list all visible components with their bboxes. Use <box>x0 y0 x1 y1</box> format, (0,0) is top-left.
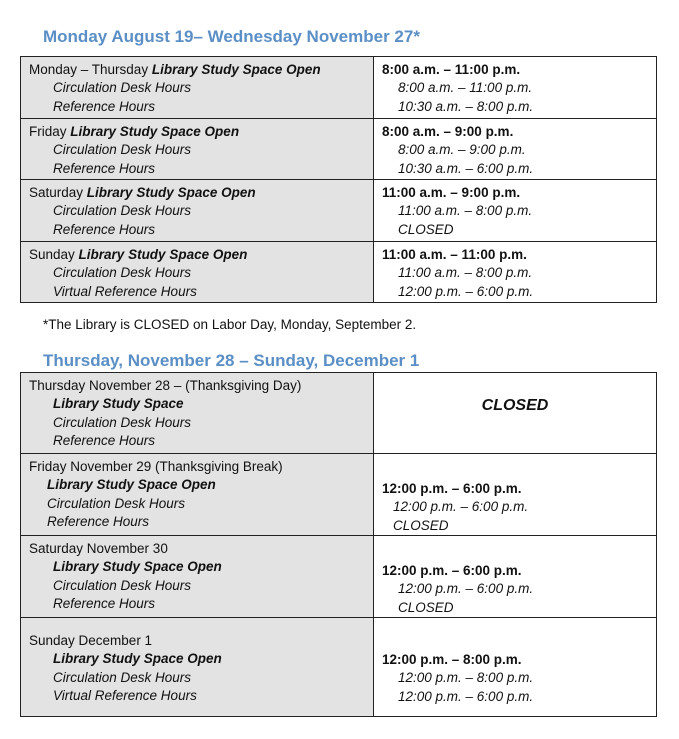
day-label: Saturday <box>29 185 87 200</box>
day-cell <box>21 618 374 717</box>
study-space-label: Library Study Space Open <box>78 247 248 262</box>
study-space-hours: 11:00 a.m. – 11:00 p.m. <box>382 247 527 262</box>
day-cell <box>21 536 374 618</box>
table-row <box>21 373 657 454</box>
circulation-hours: 8:00 a.m. – 9:00 p.m. <box>398 142 526 158</box>
reference-hours: CLOSED <box>393 517 449 533</box>
circulation-label: Circulation Desk Hours <box>53 265 192 281</box>
circulation-hours: 12:00 p.m. – 6:00 p.m. <box>393 499 529 515</box>
circulation-label: Circulation Desk Hours <box>53 414 192 430</box>
table-row <box>21 119 657 180</box>
table-row <box>21 180 657 242</box>
regular-hours-table <box>20 56 657 303</box>
study-space-label: Library Study Space Open <box>151 62 321 77</box>
circulation-hours: 8:00 a.m. – 11:00 p.m. <box>398 80 533 96</box>
hours-cell <box>374 536 657 618</box>
hours-cell <box>374 618 657 717</box>
circulation-label: Circulation Desk Hours <box>53 577 192 593</box>
study-space-label: Library Study Space Open <box>53 651 222 667</box>
hours-cell <box>374 57 657 119</box>
hours-cell <box>374 119 657 180</box>
circulation-label: Circulation Desk Hours <box>53 142 192 158</box>
virtual-reference-label: Virtual Reference Hours <box>53 283 197 299</box>
circulation-label: Circulation Desk Hours <box>53 203 192 219</box>
day-label: Friday November 29 (Thanksgiving Break) <box>29 459 283 474</box>
day-cell <box>21 57 374 119</box>
day-label: Thursday November 28 – (Thanksgiving Day) <box>29 378 302 393</box>
circulation-hours: 12:00 p.m. – 6:00 p.m. <box>398 581 534 597</box>
circulation-label: Circulation Desk Hours <box>47 495 186 511</box>
study-space-hours: 11:00 a.m. – 9:00 p.m. <box>382 185 521 200</box>
reference-hours: 10:30 a.m. – 8:00 p.m. <box>398 98 534 114</box>
virtual-reference-hours: 12:00 p.m. – 6:00 p.m. <box>398 688 534 704</box>
day-cell <box>21 242 374 303</box>
circulation-hours: 12:00 p.m. – 8:00 p.m. <box>398 670 534 686</box>
day-label: Saturday November 30 <box>29 541 168 556</box>
hours-cell <box>374 180 657 242</box>
reference-label: Reference Hours <box>47 513 150 529</box>
study-space-hours: 8:00 a.m. – 9:00 p.m. <box>382 124 514 139</box>
virtual-reference-label: Virtual Reference Hours <box>53 687 197 703</box>
virtual-reference-hours: 12:00 p.m. – 6:00 p.m. <box>398 283 534 299</box>
day-label: Sunday <box>29 247 79 262</box>
table-row <box>21 57 657 119</box>
section1-heading: Monday August 19– Wednesday November 27* <box>43 27 420 46</box>
day-cell <box>21 454 374 536</box>
reference-label: Reference Hours <box>53 98 156 114</box>
study-space-label: Library Study Space Open <box>53 559 222 575</box>
section2-heading: Thursday, November 28 – Sunday, December 1 <box>43 351 420 370</box>
reference-label: Reference Hours <box>53 432 156 448</box>
reference-label: Reference Hours <box>53 595 156 611</box>
study-space-hours: 12:00 p.m. – 8:00 p.m. <box>382 652 522 667</box>
day-cell <box>21 180 374 242</box>
study-space-label: Library Study Space <box>53 396 184 412</box>
labor-day-footnote: *The Library is CLOSED on Labor Day, Monday, September 2. <box>43 317 417 332</box>
table-row <box>21 454 657 536</box>
circulation-label: Circulation Desk Hours <box>53 80 192 96</box>
table-row <box>21 536 657 618</box>
circulation-label: Circulation Desk Hours <box>53 669 192 685</box>
reference-hours: 10:30 a.m. – 6:00 p.m. <box>398 160 534 176</box>
reference-label: Reference Hours <box>53 221 156 237</box>
study-space-hours: 12:00 p.m. – 6:00 p.m. <box>382 481 522 496</box>
study-space-label: Library Study Space Open <box>47 477 216 493</box>
circulation-hours: 11:00 a.m. – 8:00 p.m. <box>398 265 533 281</box>
day-label: Friday <box>29 124 71 139</box>
day-cell <box>21 119 374 180</box>
closed-status: CLOSED <box>481 397 549 414</box>
reference-hours: CLOSED <box>398 599 454 615</box>
study-space-label: Library Study Space Open <box>86 185 256 200</box>
day-label: Monday – Thursday <box>29 62 152 77</box>
reference-label: Reference Hours <box>53 160 156 176</box>
hours-cell <box>374 373 657 454</box>
table-row <box>21 242 657 303</box>
study-space-hours: 12:00 p.m. – 6:00 p.m. <box>382 563 522 578</box>
hours-cell <box>374 242 657 303</box>
hours-cell <box>374 454 657 536</box>
day-cell <box>21 373 374 454</box>
reference-hours: CLOSED <box>398 221 454 237</box>
study-space-hours: 8:00 a.m. – 11:00 p.m. <box>382 62 521 77</box>
table-row <box>21 618 657 717</box>
thanksgiving-hours-table <box>20 372 657 717</box>
study-space-label: Library Study Space Open <box>70 124 240 139</box>
circulation-hours: 11:00 a.m. – 8:00 p.m. <box>398 203 533 219</box>
day-label: Sunday December 1 <box>29 633 153 648</box>
